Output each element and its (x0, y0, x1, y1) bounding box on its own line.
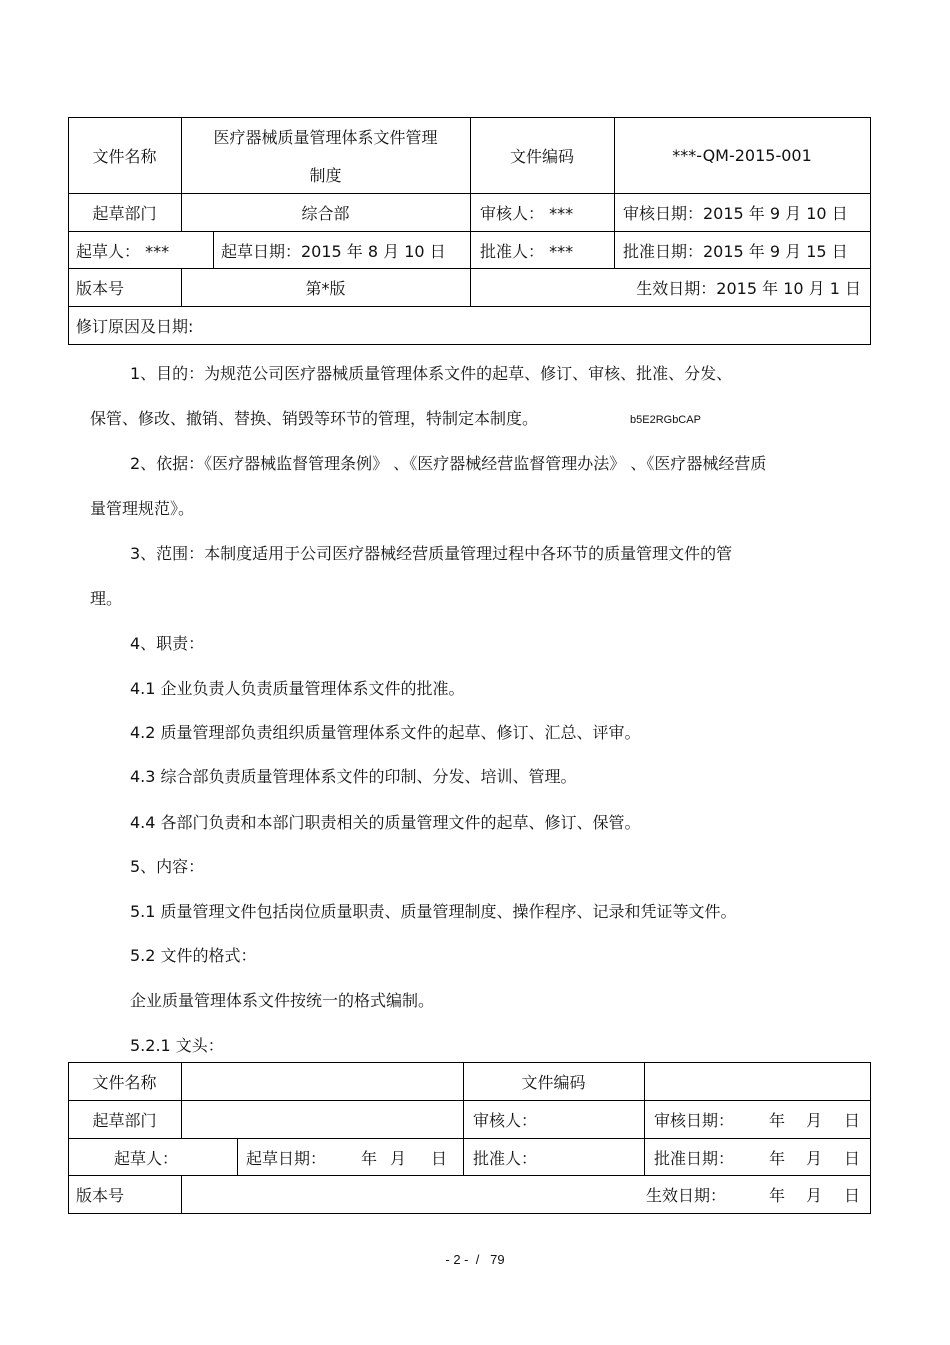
draft-dept-label: 起草部门 (92, 203, 157, 223)
duty-4-1: 4.1 企业负责人负责质量管理体系文件的批准。 (130, 679, 465, 698)
approver: 批准人： *** (480, 241, 574, 261)
content-5-2-text: 企业质量管理体系文件按统一的格式编制。 (130, 991, 435, 1010)
tpl-reviewer: 审核人： (473, 1110, 538, 1130)
tpl-draft-month: 月 (389, 1148, 406, 1168)
revision-reason: 修订原因及日期: (76, 316, 194, 336)
page-number: - 2 - / 79 (445, 1252, 505, 1267)
tpl-review-month: 月 (805, 1110, 822, 1130)
tpl-effective-year: 年 (768, 1185, 785, 1205)
doc-code-value: ***-QM-2015-001 (672, 145, 812, 165)
tpl-draft-day: 日 (430, 1148, 447, 1168)
duty-4-3: 4.3 综合部负责质量管理体系文件的印制、分发、培训、管理。 (130, 767, 577, 786)
version-value: 第*版 (305, 278, 346, 298)
review-date: 审核日期：2015 年 9 月 10 日 (623, 203, 848, 223)
draft-dept-value: 综合部 (301, 203, 350, 223)
basis-line2: 量管理规范》。 (90, 499, 195, 518)
tpl-review-date: 审核日期： (654, 1110, 735, 1130)
tpl-effective-day: 日 (843, 1185, 860, 1205)
tpl-review-year: 年 (768, 1110, 785, 1130)
tpl-approver: 批准人： (473, 1148, 538, 1168)
content-heading: 5、内容： (130, 857, 205, 876)
tpl-review-day: 日 (843, 1110, 860, 1130)
doc-name-value-line1: 医疗器械质量管理体系文件管理 (213, 127, 438, 147)
tpl-approve-year: 年 (768, 1148, 785, 1168)
tpl-approve-month: 月 (805, 1148, 822, 1168)
tpl-draft-dept-label: 起草部门 (92, 1110, 157, 1130)
drafter: 起草人： *** (76, 241, 170, 261)
duties-heading: 4、职责： (130, 634, 205, 653)
tpl-effective-date: 生效日期： (646, 1185, 727, 1205)
duty-4-2: 4.2 质量管理部负责组织质量管理体系文件的起草、修订、汇总、评审。 (130, 723, 641, 742)
tpl-approve-date: 批准日期： (654, 1148, 735, 1168)
tpl-approve-day: 日 (843, 1148, 860, 1168)
scope-line1: 3、范围：本制度适用于公司医疗器械经营质量管理过程中各环节的质量管理文件的管 (130, 544, 733, 563)
content-5-2-1: 5.2.1 文头： (130, 1036, 224, 1055)
version-label: 版本号 (76, 278, 125, 298)
tpl-draft-year: 年 (360, 1148, 377, 1168)
content-5-2: 5.2 文件的格式： (130, 946, 257, 965)
purpose-line1: 1、目的：为规范公司医疗器械质量管理体系文件的起草、修订、审核、批准、分发、 (130, 364, 733, 383)
basis-line1: 2、依据：《医疗器械监督管理条例》 、《医疗器械经营监督管理办法》 、《医疗器械经营质 (130, 454, 767, 473)
tpl-doc-code-label: 文件编码 (521, 1072, 586, 1092)
scope-line2: 理。 (90, 589, 123, 608)
doc-name-label: 文件名称 (92, 146, 157, 166)
purpose-line2: 保管、修改、撤销、替换、销毁等环节的管理，特制定本制度。 (90, 409, 539, 428)
content-5-1: 5.1 质量管理文件包括岗位质量职责、质量管理制度、操作程序、记录和凭证等文件。 (130, 902, 737, 921)
tpl-doc-name-label: 文件名称 (92, 1072, 157, 1092)
effective-date: 生效日期：2015 年 10 月 1 日 (636, 278, 861, 298)
reviewer: 审核人： *** (480, 203, 574, 223)
duty-4-4: 4.4 各部门负责和本部门职责相关的质量管理文件的起草、修订、保管。 (130, 813, 641, 832)
approve-date: 批准日期：2015 年 9 月 15 日 (623, 241, 848, 261)
doc-name-value-line2: 制度 (309, 165, 342, 185)
tpl-version-label: 版本号 (76, 1185, 125, 1205)
draft-date: 起草日期：2015 年 8 月 10 日 (221, 241, 446, 261)
tpl-effective-month: 月 (805, 1185, 822, 1205)
tpl-drafter: 起草人： (114, 1148, 179, 1168)
doc-mark: b5E2RGbCAP (630, 414, 701, 426)
tpl-draft-date: 起草日期： (246, 1148, 327, 1168)
doc-code-label: 文件编码 (509, 146, 574, 166)
